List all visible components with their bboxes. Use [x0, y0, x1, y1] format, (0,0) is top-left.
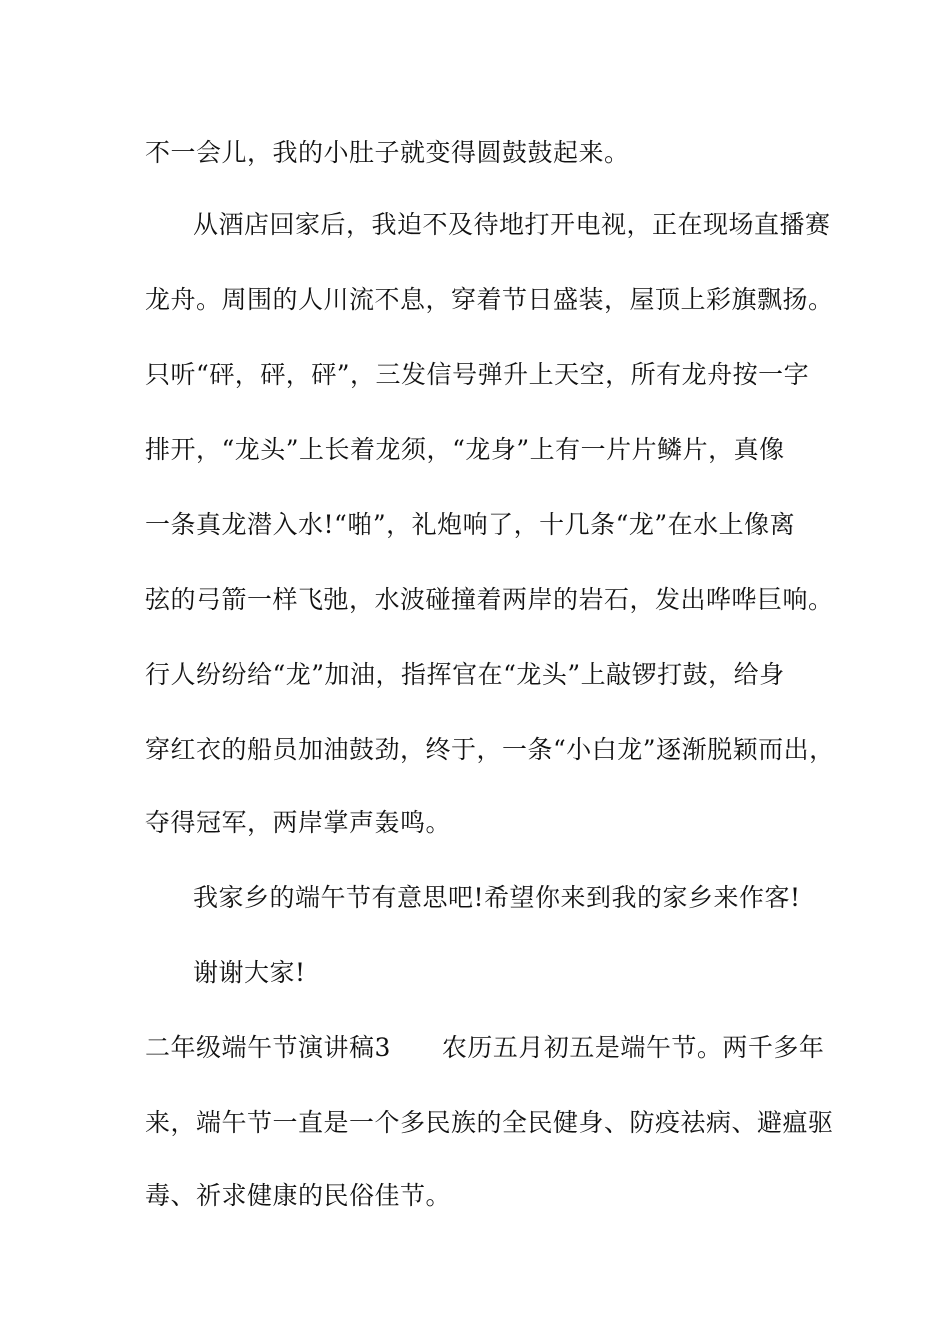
text-line-6: 一条真龙潜入水!“啪”，礼炮响了，十几条“龙”在水上像离 [145, 510, 796, 539]
text-line-15: 毒、祈求健康的民俗佳节。 [145, 1181, 452, 1210]
text-line-8: 行人纷纷给“龙”加油，指挥官在“龙头”上敲锣打鼓，给身 [145, 660, 785, 689]
text-line-4: 只听“砰，砰，砰”，三发信号弹升上天空，所有龙舟按一字 [145, 360, 810, 389]
text-line-10: 夺得冠军，两岸掌声轰鸣。 [145, 808, 452, 837]
text-line-14: 来，端午节一直是一个多民族的全民健身、防疫祛病、避瘟驱 [145, 1108, 834, 1137]
text-line-12: 谢谢大家! [193, 958, 306, 987]
text-line-11: 我家乡的端午节有意思吧!希望你来到我的家乡来作客! [193, 883, 801, 912]
text-line-13: 二年级端午节演讲稿3 农历五月初五是端午节。两千多年 [145, 1033, 825, 1062]
text-line-2: 从酒店回家后，我迫不及待地打开电视，正在现场直播赛 [193, 210, 831, 239]
text-line-7: 弦的弓箭一样飞弛，水波碰撞着两岸的岩石，发出哗哗巨响。 [145, 585, 834, 614]
text-line-5: 排开，“龙头”上长着龙须，“龙身”上有一片片鳞片，真像 [145, 435, 785, 464]
text-line-9: 穿红衣的船员加油鼓劲，终于，一条“小白龙”逐渐脱颖而出， [145, 735, 835, 764]
text-line-1: 不一会儿，我的小肚子就变得圆鼓鼓起来。 [145, 138, 630, 167]
text-line-3: 龙舟。周围的人川流不息，穿着节日盛装，屋顶上彩旗飘扬。 [145, 285, 834, 314]
